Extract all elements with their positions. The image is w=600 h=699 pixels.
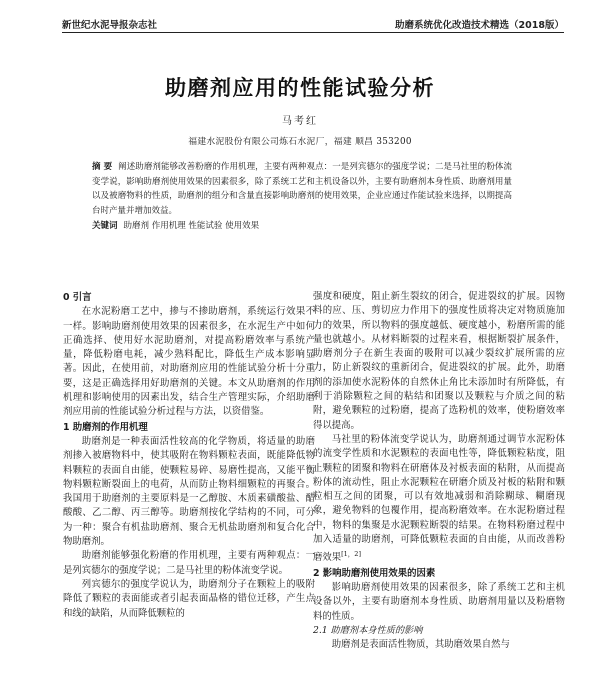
keywords-label: 关键词 bbox=[92, 221, 118, 231]
body-paragraph: 强度和硬度，阻止新生裂纹的闭合，促进裂纹的扩展。因物料的应、压、剪切应力作用下的强度性质将决定对物质施加力的效果，所以物料的强度越低、硬度越小，粉磨所需的能量也就越小。从材料断裂的过程来看，根据断裂扩展条件，助磨剂分子在新生表面的吸附可以减少裂纹扩展所需的应力，防止新裂纹的重新闭合，促进裂纹的扩展。此外，助磨剂的添加使水泥粉体的自然休止角比未添加时有所降低，有利于消除颗粒之间的粘结和团聚以及颗粒与介质之间的粘附，避免颗粒的过粉磨，提高了选粉机的效率，使粉磨效率得以提高。 bbox=[313, 291, 565, 431]
article-title: 助磨剂应用的性能试验分析 bbox=[165, 76, 435, 100]
abstract-text: 阐述助磨剂能够改善粉磨的作用机理，主要有两种观点：一是列宾德尔的强度学说；二是马社里的粉体流变学说，影响助磨剂使用效果的因素很多，除了系统工艺和主机设备以外，主要有助磨剂本身性质、助磨剂用量以及被磨物料的性质，助磨剂的组分和含量直接影响助磨剂的使用效果，企业应通过作能试验来选择，以期提高台时产量并增加效益。 bbox=[92, 162, 512, 216]
section-heading: 0 引言 bbox=[63, 292, 92, 303]
author-name: 马考红 bbox=[282, 116, 318, 127]
body-paragraph: 影响助磨剂使用效果的因素很多，除了系统工艺和主机设备以外，主要有助磨剂本身性质、助磨剂用量以及粉磨物料的性质。 bbox=[313, 582, 565, 622]
body-paragraph: 列宾德尔的强度学说认为，助磨剂分子在颗粒上的吸附降低了颗粒的表面能或者引起表面晶格的错位迁移，产生点和线的缺陷，从而降低颗粒的 bbox=[63, 578, 315, 619]
header-journal: 新世纪水泥导报杂志社 bbox=[62, 20, 158, 31]
citation-mark: [1，2] bbox=[341, 550, 361, 559]
keywords-line bbox=[92, 219, 512, 234]
body-paragraph: 助磨剂是表面活性物质，其助磨效果自然与 bbox=[331, 639, 510, 651]
header-collection: 助磨系统优化改造技术精选（2018版） bbox=[395, 20, 564, 31]
author-affiliation: 福建水泥股份有限公司炼石水泥厂，福建 顺昌 353200 bbox=[188, 137, 412, 147]
running-header bbox=[62, 16, 564, 33]
body-paragraph: 助磨剂能够强化粉磨的作用机理，主要有两种观点：一是列宾德尔的强度学说；二是马社里的粉体流变学说。 bbox=[63, 550, 315, 576]
body-paragraph: 助磨剂是一种表面活性较高的化学物质，将适量的助磨剂掺入被磨物料中，使其吸附在物料颗粒表面，既能降低物料颗粒的表面自由能，使颗粒易碎、易磨性提高，又能平衡物料颗粒断裂面上的电荷，从而防止物料细颗粒的再聚合。我国用于助磨剂的主要原料是一乙醇胺、木质素磺酸盐、醋酸酸、乙二醇、丙三醇等。助磨剂按化学结构的不同，可分为一种：聚合有机盐助磨剂、聚合无机盐助磨剂和复合化合物助磨剂。 bbox=[63, 435, 315, 548]
body-paragraph: 在水泥粉磨工艺中，掺与不掺助磨剂，系统运行效果不一样。影响助磨剂使用效果的因素很多，在水泥生产中如何正确选择、使用好水泥助磨剂，对提高粉磨效率与系统产量，降低粉磨电耗，减少熟料配比，降低生产成本影响显著。因此，在使用前，对助磨剂应用的性能试验分析十分重要，这是正确选择用好助磨剂的关键。本文从助磨剂的作用机理和影响使用的因素出发，结合生产管理实际，介绍助磨剂应用前的性能试验分析过程与方法，以资借鉴。 bbox=[63, 306, 315, 418]
abstract-label: 摘 要 bbox=[92, 162, 113, 172]
body-paragraph: 马社里的粉体流变学说认为，助磨剂通过调节水泥粉体的流变学性质和水泥颗粒的表面电性等，降低颗粒粘度，阻止颗粒的团聚和物料在研磨体及衬板表面的粘附，从而提高粉体的流动性，阻止水泥颗粒在研磨介质及衬板的粘附和颗粒相互之间的团聚，可以有效地减弱和消除糊球、糊磨现象，避免物料的包覆作用，提高粉磨效率。在水泥粉磨过程中，物料的集聚是水泥颗粒断裂的结果。在物料粉磨过程中加入适量的助磨剂，可降低颗粒表面的自由能，从而改善粉磨效果[1，2] bbox=[313, 433, 565, 564]
keywords-text: 助磨剂 作用机理 性能试验 使用效果 bbox=[123, 221, 260, 231]
body-column-right bbox=[313, 290, 565, 653]
section-heading: 1 助磨剂的作用机理 bbox=[63, 421, 148, 433]
abstract-block bbox=[92, 160, 512, 234]
section-heading: 2 影响助磨剂使用效果的因素 bbox=[313, 567, 436, 579]
body-column-left bbox=[63, 290, 315, 621]
abstract-paragraph bbox=[92, 160, 512, 218]
subsection-heading: 2.1 助磨剂本身性质的影响 bbox=[313, 624, 423, 636]
